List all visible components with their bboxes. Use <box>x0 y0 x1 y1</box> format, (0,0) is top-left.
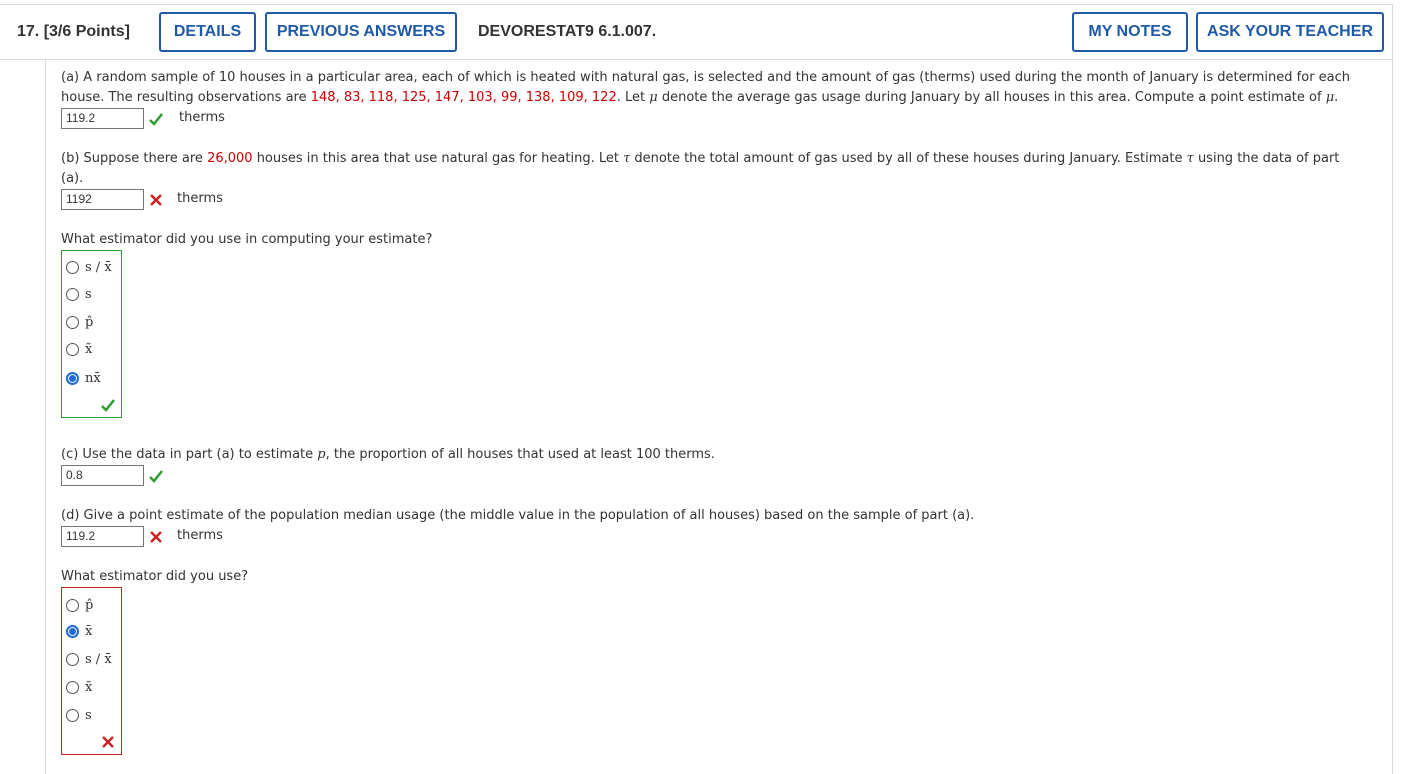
option-label: x̄ <box>85 623 93 639</box>
radio-button-selected[interactable] <box>66 625 79 638</box>
part-a-unit: therms <box>179 110 225 125</box>
mu-symbol-end: μ <box>1325 90 1335 105</box>
previous-answers-button[interactable]: PREVIOUS ANSWERS <box>265 12 457 52</box>
part-a-answer-input[interactable]: 119.2 <box>61 108 144 129</box>
radio-button[interactable] <box>66 261 79 274</box>
part-d-unit: therms <box>177 528 223 543</box>
part-a-line-2 <box>61 88 1381 108</box>
part-d-estimator-choices <box>61 587 122 755</box>
part-c-answer-input[interactable]: 0.8 <box>61 465 144 486</box>
part-b-line-1 <box>61 149 1381 169</box>
part-b-prefix: (b) Suppose there are <box>61 151 208 166</box>
observations: 148, 83, 118, 125, 147, 103, 99, 138, 109, 122 <box>310 90 617 105</box>
part-a-line-1: (a) A random sample of 10 houses in a particular area, each of which is heated with natural gas, is selected and the amount of gas (therms) used during the month of January is determined for each <box>61 70 1351 85</box>
houses-count: 26,000 <box>207 151 253 166</box>
radio-button[interactable] <box>66 653 79 666</box>
tau-symbol-2: τ <box>1186 151 1194 166</box>
radio-button-selected[interactable] <box>66 372 79 385</box>
radio-button[interactable] <box>66 599 79 612</box>
option-label: s / x̄ <box>85 651 112 667</box>
part-a-mid: . Let <box>616 90 650 105</box>
radio-button[interactable] <box>66 709 79 722</box>
option-s[interactable] <box>66 285 92 303</box>
details-button[interactable]: DETAILS <box>159 12 256 52</box>
radio-button[interactable] <box>66 316 79 329</box>
option-n-xbar[interactable] <box>66 369 101 387</box>
part-d-estimator-question: What estimator did you use? <box>61 569 249 584</box>
option-s[interactable] <box>66 706 92 724</box>
option-label: p̂ <box>85 314 94 330</box>
option-label: nx̄ <box>85 370 101 386</box>
part-b-line-2: (a). <box>61 171 84 186</box>
part-c-text <box>61 445 1381 465</box>
part-a-text <box>61 68 1381 108</box>
part-b-estimator-question: What estimator did you use in computing your estimate? <box>61 232 433 247</box>
part-c-prefix: (c) Use the data in part (a) to estimate <box>61 447 318 462</box>
part-a-period: . <box>1334 90 1339 105</box>
part-a-suffix: denote the average gas usage during January by all houses in this area. Compute a point estimate of <box>657 90 1326 105</box>
mu-symbol: μ <box>649 90 658 105</box>
option-x-bar[interactable] <box>66 622 92 640</box>
option-label: s <box>85 707 92 723</box>
check-icon <box>148 468 164 484</box>
option-label: s <box>85 286 92 302</box>
question-content <box>45 60 1393 774</box>
option-s-over-xbar[interactable] <box>66 258 112 276</box>
radio-button[interactable] <box>66 681 79 694</box>
part-b-suffix: using the data of part <box>1193 151 1340 166</box>
part-c-suffix: , the proportion of all houses that used at least 100 therms. <box>325 447 715 462</box>
radio-button[interactable] <box>66 343 79 356</box>
my-notes-button[interactable]: MY NOTES <box>1072 12 1188 52</box>
check-icon <box>100 397 116 413</box>
radio-button[interactable] <box>66 288 79 301</box>
part-b-mid: houses in this area that use natural gas for heating. Let <box>252 151 624 166</box>
question-number: 17. <box>17 23 40 40</box>
option-s-over-xbar[interactable] <box>66 650 112 668</box>
ask-your-teacher-button[interactable]: ASK YOUR TEACHER <box>1196 12 1384 52</box>
option-p-hat[interactable] <box>66 596 93 614</box>
x-icon <box>100 734 116 750</box>
x-icon <box>148 529 164 545</box>
option-x-tilde[interactable] <box>66 678 92 696</box>
check-icon <box>148 111 164 127</box>
part-b-text <box>61 149 1381 189</box>
problem-code: DEVORESTAT9 6.1.007. <box>478 23 657 40</box>
part-a-prefix: house. The resulting observations are <box>61 90 311 105</box>
part-b-estimator-choices <box>61 250 122 418</box>
part-b-unit: therms <box>177 191 223 206</box>
option-x-tilde[interactable] <box>66 340 92 358</box>
x-icon <box>148 192 164 208</box>
part-d-answer-input[interactable]: 119.2 <box>61 526 144 547</box>
question-header <box>0 4 1393 60</box>
part-d-text: (d) Give a point estimate of the population median usage (the middle value in the population of all houses) based on the sample of part (a). <box>61 508 975 523</box>
option-label: p̂ <box>85 597 94 613</box>
option-label: x̃ <box>85 679 93 695</box>
part-b-mid2: denote the total amount of gas used by all of these houses during January. Estimate <box>630 151 1187 166</box>
p-symbol: p <box>317 447 326 462</box>
part-b-answer-input[interactable]: 1192 <box>61 189 144 210</box>
option-p-hat[interactable] <box>66 313 93 331</box>
question-number-label <box>17 23 130 41</box>
option-label: x̃ <box>85 341 93 357</box>
points-label: [3/6 Points] <box>43 23 130 40</box>
option-label: s / x̄ <box>85 259 112 275</box>
tau-symbol: τ <box>623 151 631 166</box>
